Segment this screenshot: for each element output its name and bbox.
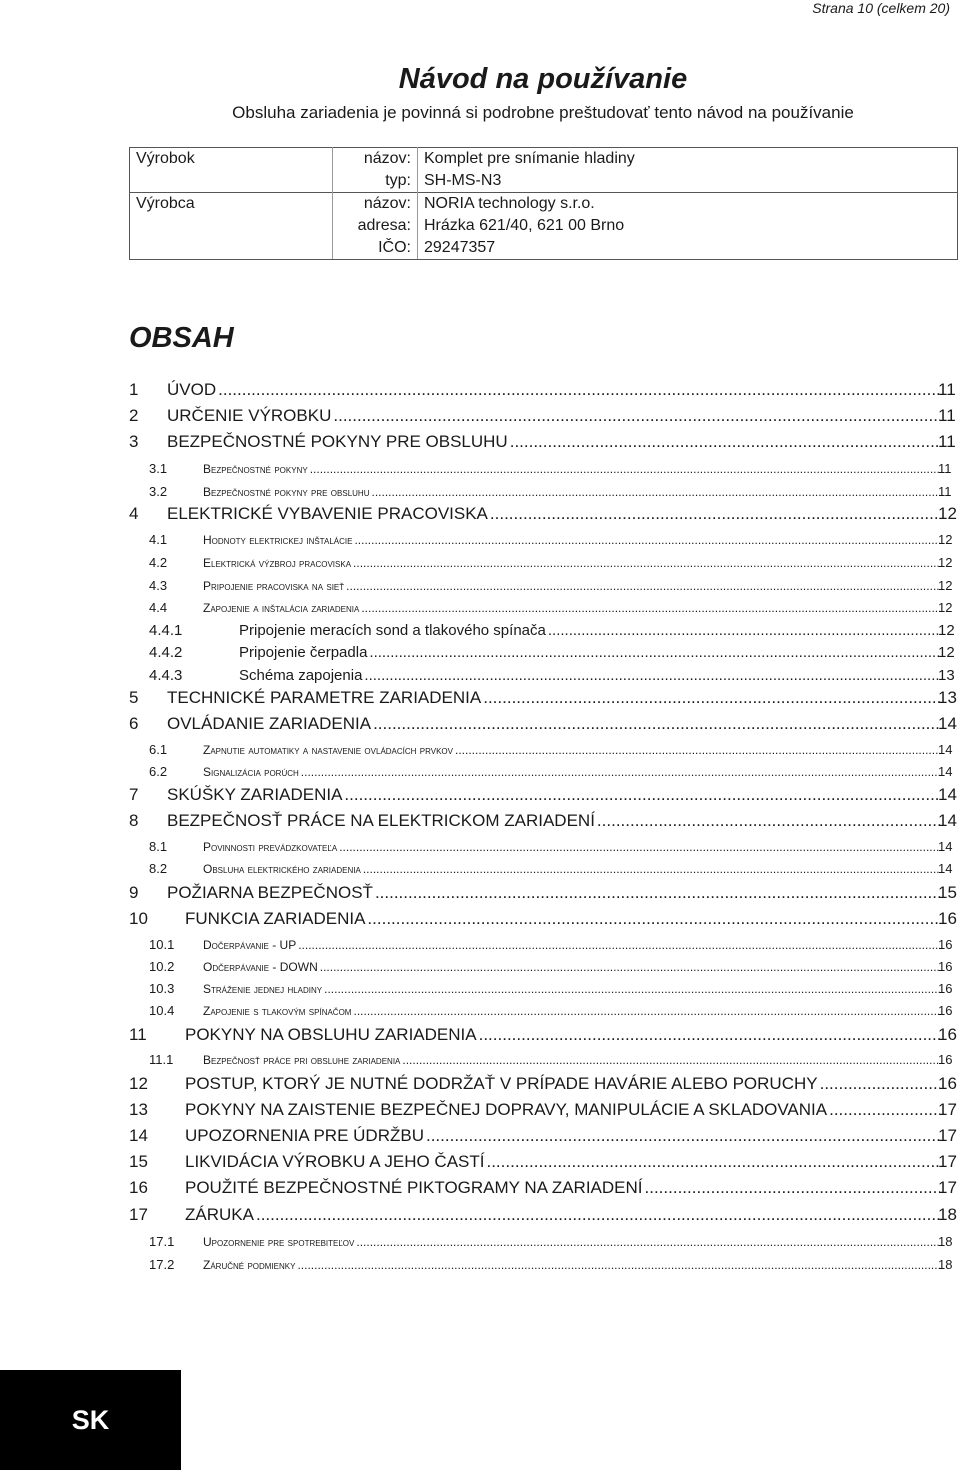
- toc-entry-text: UPOZORNENIA PRE ÚDRŽBU: [185, 1126, 424, 1145]
- toc-entry-page: 14: [938, 714, 957, 733]
- toc-entry-number: 13: [129, 1100, 148, 1119]
- toc-entry[interactable]: [0, 760, 960, 784]
- group-label: Výrobok: [130, 148, 333, 171]
- toc-entry-text: Odčerpávanie - DOWN: [203, 960, 318, 974]
- toc-entry-text: LIKVIDÁCIA VÝROBKU A JEHO ČASTÍ: [185, 1152, 485, 1171]
- toc-leader-dots: [320, 955, 940, 979]
- toc-leader-dots: [820, 1072, 940, 1096]
- toc-entry[interactable]: [0, 809, 960, 833]
- toc-entry[interactable]: [0, 1150, 960, 1174]
- toc-entry-page: 14: [938, 811, 957, 830]
- toc-entry-text: Bezpečnostné pokyny: [203, 462, 308, 476]
- toc-leader-dots: [346, 574, 940, 598]
- toc-entry-page: 11: [938, 461, 952, 476]
- toc-entry-text: Elektrická výzbroj pracoviska: [203, 556, 352, 570]
- toc-entry-number: 6.2: [149, 764, 168, 779]
- toc-entry-number: 4.4.2: [149, 644, 183, 661]
- toc-entry-label: [185, 1124, 942, 1148]
- toc-entry-label: [203, 933, 942, 957]
- toc-entry-label: [185, 1203, 942, 1227]
- toc-entry-text: Obsluha elektrického zariadenia: [203, 862, 361, 876]
- toc-entry[interactable]: [0, 641, 960, 665]
- document-subtitle: Obsluha zariadenia je povinná si podrobne preštudovať tento návod na používanie: [232, 103, 854, 122]
- toc-entry-text: Zapojenie s tlakovým spínačom: [203, 1004, 352, 1018]
- toc-entry-page: 11: [938, 406, 956, 425]
- toc-entry-label: [203, 1230, 942, 1254]
- toc-entry-label: [203, 738, 942, 762]
- toc-entry[interactable]: [0, 1176, 960, 1200]
- toc-entry-text: Bezpečnosť práce pri obsluhe zariadenia: [203, 1053, 401, 1067]
- toc-entry[interactable]: [0, 619, 960, 643]
- toc-entry-page: 13: [938, 688, 957, 707]
- toc-entry[interactable]: [0, 457, 960, 481]
- toc-entry-label: [203, 457, 942, 481]
- toc-leader-dots: [597, 809, 940, 833]
- group-label: Výrobca: [130, 193, 333, 216]
- toc-leader-dots: [324, 977, 940, 1001]
- toc-entry-number: 4.4.3: [149, 667, 183, 684]
- toc-entry-text: SKÚŠKY ZARIADENIA: [167, 785, 343, 804]
- toc-entry-text: Upozornenie pre spotrebiteľov: [203, 1235, 355, 1249]
- toc-entry-label: [239, 641, 942, 665]
- toc-entry-page: 11: [938, 380, 956, 399]
- toc-entry[interactable]: [0, 955, 960, 979]
- toc-entry-label: [203, 551, 942, 575]
- toc-leader-dots: [367, 907, 940, 931]
- field-value: 29247357: [418, 237, 958, 260]
- field-label: názov:: [333, 148, 418, 171]
- toc-entry-number: 17.1: [149, 1234, 175, 1249]
- toc-leader-dots: [354, 528, 940, 552]
- toc-entry-number: 11: [129, 1025, 147, 1044]
- toc-entry[interactable]: [0, 835, 960, 859]
- toc-entry[interactable]: [0, 596, 960, 620]
- toc-entry-number: 4.4.1: [149, 622, 183, 639]
- toc-entry-page: 18: [938, 1257, 953, 1272]
- toc-entry-page: 14: [938, 839, 953, 854]
- toc-entry-label: [185, 1176, 942, 1200]
- toc-entry[interactable]: [0, 783, 960, 807]
- toc-entry-text: POUŽITÉ BEZPEČNOSTNÉ PIKTOGRAMY NA ZARIADENÍ: [185, 1178, 643, 1197]
- toc-entry-page: 12: [938, 644, 955, 661]
- toc-leader-dots: [479, 1023, 940, 1047]
- toc-leader-dots: [298, 933, 940, 957]
- toc-entry-page: 17: [938, 1178, 957, 1197]
- toc-entry-page: 12: [938, 600, 953, 615]
- toc-entry-text: Zapojenie a inštalácia zariadenia: [203, 601, 360, 615]
- toc-entry-text: ZÁRUKA: [185, 1205, 254, 1224]
- toc-entry-page: 16: [938, 959, 953, 974]
- toc-leader-dots: [510, 430, 940, 454]
- toc-entry-number: 10.2: [149, 959, 175, 974]
- toc-leader-dots: [361, 596, 940, 620]
- toc-entry-label: [203, 760, 942, 784]
- toc-entry-number: 4: [129, 504, 139, 523]
- toc-leader-dots: [548, 619, 940, 643]
- toc-leader-dots: [375, 881, 940, 905]
- toc-entry-number: 4.3: [149, 578, 168, 593]
- toc-leader-dots: [297, 1253, 940, 1277]
- toc-leader-dots: [402, 1048, 940, 1072]
- toc-entry[interactable]: [0, 1072, 960, 1096]
- toc-leader-dots: [490, 502, 940, 526]
- toc-leader-dots: [339, 835, 940, 859]
- toc-entry-page: 18: [938, 1234, 953, 1249]
- field-value: NORIA technology s.r.o.: [418, 193, 958, 216]
- toc-leader-dots: [344, 783, 940, 807]
- toc-entry-text: Signalizácia porúch: [203, 765, 299, 779]
- toc-entry-text: Záručné podmienky: [203, 1258, 296, 1272]
- toc-entry-page: 14: [938, 742, 953, 757]
- toc-entry-page: 17: [938, 1126, 957, 1145]
- toc-entry-text: Zapnutie automatiky a nastavenie ovládacích prvkov: [203, 743, 453, 757]
- toc-entry-label: [185, 1098, 942, 1122]
- toc-entry[interactable]: [0, 430, 960, 454]
- toc-entry-text: BEZPEČNOSŤ PRÁCE NA ELEKTRICKOM ZARIADENÍ: [167, 811, 595, 830]
- field-value: SH-MS-N3: [418, 170, 958, 193]
- toc-entry-page: 16: [938, 937, 953, 952]
- toc-entry-label: [167, 378, 942, 402]
- toc-entry-number: 6: [129, 714, 139, 733]
- toc-leader-dots: [373, 712, 940, 736]
- toc-entry-number: 4.1: [149, 532, 168, 547]
- toc-entry-text: Hodnoty elektrickej inštalácie: [203, 533, 353, 547]
- toc-entry-label: [239, 664, 942, 688]
- toc-entry-text: Pripojenie pracoviska na sieť: [203, 579, 345, 593]
- toc-leader-dots: [356, 1230, 940, 1254]
- toc-entry-page: 16: [938, 1025, 957, 1044]
- toc-entry-number: 11.1: [149, 1052, 174, 1067]
- toc-entry-number: 5: [129, 688, 139, 707]
- toc-entry-number: 12: [129, 1074, 148, 1093]
- toc-entry-number: 7: [129, 785, 139, 804]
- toc-entry-number: 8.1: [149, 839, 168, 854]
- toc-entry-label: [185, 1150, 942, 1174]
- toc-entry-page: 12: [938, 555, 953, 570]
- toc-leader-dots: [310, 457, 940, 481]
- toc-entry-page: 14: [938, 785, 957, 804]
- toc-entry-label: [185, 1072, 942, 1096]
- field-label: typ:: [333, 170, 418, 193]
- toc-entry[interactable]: [0, 528, 960, 552]
- toc-entry-number: 10.1: [149, 937, 175, 952]
- toc-entry[interactable]: [0, 1098, 960, 1122]
- toc-entry-label: [167, 881, 942, 905]
- language-badge: [0, 1370, 181, 1470]
- toc-entry[interactable]: [0, 1023, 960, 1047]
- toc-entry[interactable]: [0, 977, 960, 1001]
- toc-entry-number: 10.3: [149, 981, 175, 996]
- toc-leader-dots: [369, 641, 940, 665]
- field-value: Hrázka 621/40, 621 00 Brno: [418, 215, 958, 237]
- toc-entry-number: 17.2: [149, 1257, 175, 1272]
- toc-entry-label: [167, 783, 942, 807]
- toc-heading: OBSAH: [129, 322, 234, 354]
- toc-entry-page: 12: [938, 622, 955, 639]
- toc-entry-page: 15: [938, 883, 957, 902]
- toc-entry-page: 12: [938, 532, 953, 547]
- toc-entry[interactable]: [0, 1124, 960, 1148]
- toc-entry-text: POKYNY NA ZAISTENIE BEZPEČNEJ DOPRAVY, MANIPULÁCIE A SKLADOVANIA: [185, 1100, 828, 1119]
- toc-entry-number: 4.2: [149, 555, 168, 570]
- toc-entry-page: 17: [938, 1152, 957, 1171]
- toc-entry-label: [203, 977, 942, 1001]
- toc-entry-number: 3.2: [149, 484, 168, 499]
- toc-entry-label: [203, 574, 942, 598]
- toc-entry[interactable]: [0, 404, 960, 428]
- toc-entry-label: [185, 907, 942, 931]
- toc-entry-number: 8.2: [149, 861, 168, 876]
- toc-entry[interactable]: [0, 1048, 960, 1072]
- toc-leader-dots: [333, 404, 940, 428]
- toc-leader-dots: [371, 480, 940, 504]
- toc-leader-dots: [829, 1098, 940, 1122]
- toc-leader-dots: [301, 760, 940, 784]
- toc-entry-number: 9: [129, 883, 139, 902]
- field-label: adresa:: [333, 215, 418, 237]
- toc-entry-text: ÚVOD: [167, 380, 217, 399]
- toc-entry-number: 10: [129, 909, 148, 928]
- toc-entry-page: 17: [938, 1100, 957, 1119]
- toc-entry-label: [203, 596, 942, 620]
- language-badge-label: SK: [71, 1404, 110, 1435]
- toc-entry-text: POŽIARNA BEZPEČNOSŤ: [167, 883, 373, 902]
- page-indicator: Strana 10 (celkem 20): [812, 0, 950, 16]
- toc-entry-label: [203, 1048, 942, 1072]
- toc-entry-page: 11: [938, 432, 956, 451]
- toc-entry-page: 16: [938, 909, 957, 928]
- toc-leader-dots: [353, 551, 940, 575]
- toc-entry-number: 14: [129, 1126, 148, 1145]
- toc-entry-label: [203, 999, 942, 1023]
- toc-entry[interactable]: [0, 999, 960, 1023]
- toc-leader-dots: [256, 1203, 940, 1227]
- toc-entry-text: OVLÁDANIE ZARIADENIA: [167, 714, 372, 733]
- toc-entry-text: URČENIE VÝROBKU: [167, 406, 332, 425]
- toc-entry-number: 1: [129, 380, 139, 399]
- toc-entry-number: 3: [129, 432, 139, 451]
- toc-leader-dots: [353, 999, 940, 1023]
- toc-entry[interactable]: [0, 1203, 960, 1227]
- toc-entry-label: [239, 619, 942, 643]
- toc-entry-number: 4.4: [149, 600, 168, 615]
- toc-entry-text: Povinnosti prevádzkovateľa: [203, 840, 338, 854]
- toc-leader-dots: [364, 664, 940, 688]
- toc-entry-text: TECHNICKÉ PARAMETRE ZARIADENIA: [167, 688, 482, 707]
- toc-leader-dots: [483, 686, 940, 710]
- toc-entry-label: [203, 528, 942, 552]
- toc-entry-label: [203, 835, 942, 859]
- toc-entry-label: [203, 955, 942, 979]
- toc-entry[interactable]: [0, 738, 960, 762]
- field-label: IČO:: [333, 237, 418, 260]
- toc-entry-label: [167, 430, 942, 454]
- toc-entry-text: ELEKTRICKÉ VYBAVENIE PRACOVISKA: [167, 504, 488, 523]
- toc-entry-page: 16: [938, 1052, 953, 1067]
- field-label: názov:: [333, 193, 418, 216]
- toc-leader-dots: [218, 378, 940, 402]
- toc-entry-page: 11: [938, 484, 952, 499]
- toc-entry[interactable]: [0, 551, 960, 575]
- toc-entry-text: Dočerpávanie - UP: [203, 938, 297, 952]
- toc-entry-label: [167, 404, 942, 428]
- toc-entry-text: Schéma zapojenia: [239, 667, 363, 684]
- toc-entry[interactable]: [0, 857, 960, 881]
- toc-entry[interactable]: [0, 378, 960, 402]
- toc-entry[interactable]: [0, 574, 960, 598]
- toc-leader-dots: [426, 1124, 940, 1148]
- toc-entry-text: Stráženie jednej hladiny: [203, 982, 323, 996]
- toc-entry-text: POSTUP, KTORÝ JE NUTNÉ DODRŽAŤ V PRÍPADE HAVÁRIE ALEBO PORUCHY: [185, 1074, 818, 1093]
- toc-entry-label: [167, 502, 942, 526]
- toc-entry-page: 12: [938, 578, 953, 593]
- toc-leader-dots: [455, 738, 940, 762]
- toc-entry[interactable]: [0, 686, 960, 710]
- toc-entry-text: Pripojenie meracích sond a tlakového spínača: [239, 622, 546, 639]
- toc-entry-page: 13: [938, 667, 955, 684]
- toc-entry-label: [203, 857, 942, 881]
- toc-entry-page: 14: [938, 764, 953, 779]
- document-title: Návod na používanie: [398, 63, 688, 95]
- toc-entry-page: 16: [938, 981, 953, 996]
- toc-entry-text: BEZPEČNOSTNÉ POKYNY PRE OBSLUHU: [167, 432, 508, 451]
- toc-entry[interactable]: [0, 664, 960, 688]
- toc-leader-dots: [486, 1150, 940, 1174]
- toc-entry-page: 12: [938, 504, 957, 523]
- toc-entry-label: [185, 1023, 942, 1047]
- toc-entry[interactable]: [0, 480, 960, 504]
- toc-entry-number: 10.4: [149, 1003, 175, 1018]
- toc-entry-number: 8: [129, 811, 139, 830]
- toc-entry-page: 18: [938, 1205, 957, 1224]
- toc-entry[interactable]: [0, 907, 960, 931]
- toc-entry[interactable]: [0, 712, 960, 736]
- toc-entry-label: [203, 1253, 942, 1277]
- toc-entry-text: FUNKCIA ZARIADENIA: [185, 909, 366, 928]
- toc-entry-number: 2: [129, 406, 139, 425]
- toc-entry-page: 16: [938, 1074, 957, 1093]
- toc-entry-number: 6.1: [149, 742, 168, 757]
- toc-entry[interactable]: [0, 881, 960, 905]
- field-value: Komplet pre snímanie hladiny: [418, 148, 958, 171]
- toc-entry-number: 3.1: [149, 461, 168, 476]
- toc-entry-label: [167, 712, 942, 736]
- toc-entry-label: [203, 480, 942, 504]
- toc-entry-page: 16: [938, 1003, 953, 1018]
- toc-entry-number: 16: [129, 1178, 148, 1197]
- toc-entry[interactable]: [0, 1253, 960, 1277]
- toc-entry-number: 15: [129, 1152, 148, 1171]
- toc-entry-text: POKYNY NA OBSLUHU ZARIADENIA: [185, 1025, 477, 1044]
- toc-entry[interactable]: [0, 1230, 960, 1254]
- toc-leader-dots: [363, 857, 940, 881]
- toc-entry-number: 17: [129, 1205, 148, 1224]
- toc-entry-label: [167, 686, 942, 710]
- toc-entry-page: 14: [938, 861, 953, 876]
- toc-leader-dots: [645, 1176, 940, 1200]
- toc-entry-text: Pripojenie čerpadla: [239, 644, 368, 661]
- toc-entry-label: [167, 809, 942, 833]
- toc-entry[interactable]: [0, 933, 960, 957]
- toc-entry-text: Bezpečnostné pokyny pre obsluhu: [203, 485, 370, 499]
- toc-entry[interactable]: [0, 502, 960, 526]
